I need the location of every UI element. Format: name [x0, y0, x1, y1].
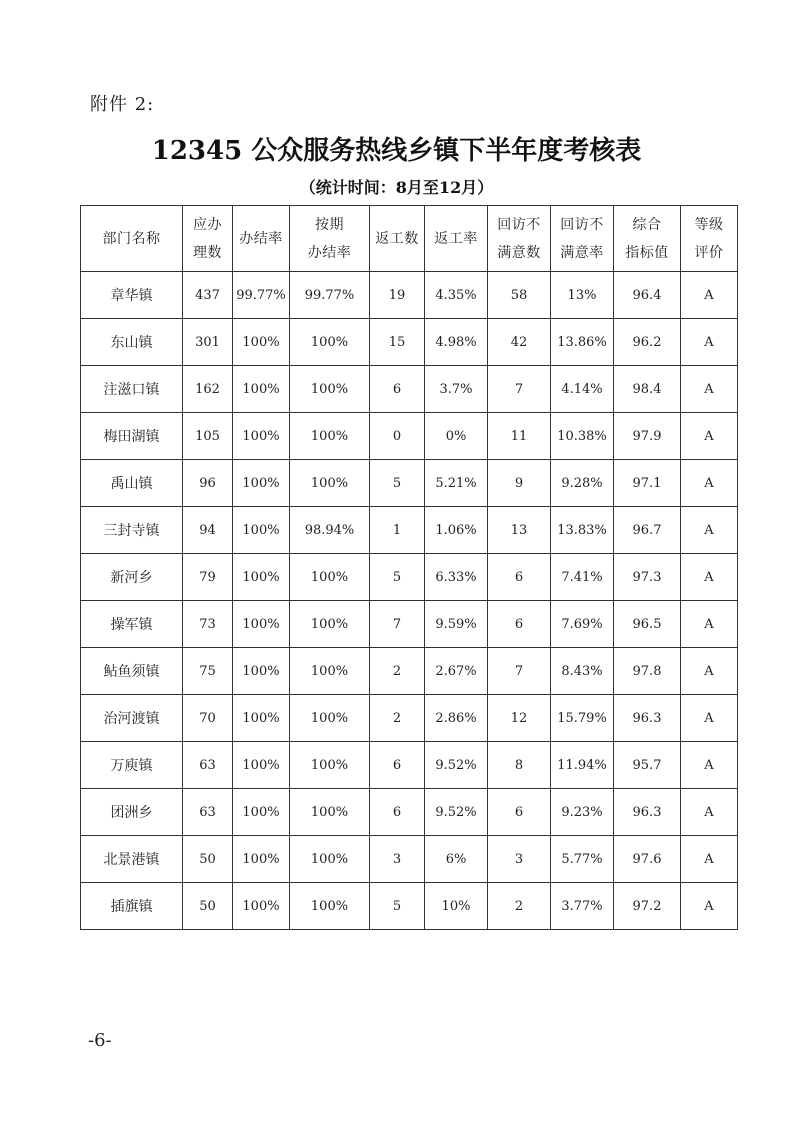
dissatisfied-rate-cell: 15.79%: [551, 695, 614, 742]
completion-rate-cell: 100%: [233, 507, 290, 554]
ontime-rate-cell: 100%: [290, 413, 370, 460]
composite-index-cell: 96.3: [614, 789, 681, 836]
cases-due-cell: 63: [183, 789, 233, 836]
grade-cell: A: [681, 695, 738, 742]
rework-rate-cell: 5.21%: [425, 460, 488, 507]
completion-rate-cell: 100%: [233, 836, 290, 883]
table-row: [81, 648, 738, 695]
grade-cell: A: [681, 883, 738, 930]
rework-count-cell: 2: [370, 648, 425, 695]
statistics-period: （统计时间：8月至12月）: [299, 178, 494, 197]
ontime-rate-cell: 99.77%: [290, 272, 370, 319]
attachment-label: 附件 2:: [90, 94, 155, 115]
page-number: -6-: [88, 1030, 112, 1051]
rework-count-cell: 19: [370, 272, 425, 319]
completion-rate-cell: 100%: [233, 413, 290, 460]
rework-rate-cell: 4.98%: [425, 319, 488, 366]
dissatisfied-count-cell: 13: [488, 507, 551, 554]
dept-name-cell: 新河乡: [81, 554, 183, 601]
rework-rate-cell: 2.67%: [425, 648, 488, 695]
completion-rate-cell: 100%: [233, 695, 290, 742]
composite-index-cell: 96.5: [614, 601, 681, 648]
rework-count-cell: 3: [370, 836, 425, 883]
rework-rate-cell: 9.52%: [425, 789, 488, 836]
table-row: [81, 366, 738, 413]
dissatisfied-count-cell: 2: [488, 883, 551, 930]
grade-cell: A: [681, 554, 738, 601]
cases-due-cell: 73: [183, 601, 233, 648]
grade-cell: A: [681, 413, 738, 460]
table-header-row: [81, 206, 738, 272]
completion-rate-cell: 100%: [233, 883, 290, 930]
completion-rate-cell: 100%: [233, 742, 290, 789]
composite-index-cell: 98.4: [614, 366, 681, 413]
grade-cell: A: [681, 507, 738, 554]
table-row: [81, 742, 738, 789]
dissatisfied-count-cell: 8: [488, 742, 551, 789]
rework-count-cell: 5: [370, 554, 425, 601]
assessment-table: [80, 205, 738, 930]
rework-count-cell: 6: [370, 789, 425, 836]
header-dissatisfied-rate: 回访不 满意率: [551, 206, 614, 272]
cases-due-cell: 75: [183, 648, 233, 695]
table-row: [81, 695, 738, 742]
completion-rate-cell: 100%: [233, 319, 290, 366]
dept-name-cell: 梅田湖镇: [81, 413, 183, 460]
completion-rate-cell: 100%: [233, 460, 290, 507]
dissatisfied-rate-cell: 11.94%: [551, 742, 614, 789]
dissatisfied-rate-cell: 9.28%: [551, 460, 614, 507]
dept-name-cell: 章华镇: [81, 272, 183, 319]
dissatisfied-count-cell: 9: [488, 460, 551, 507]
table-row: [81, 883, 738, 930]
dissatisfied-rate-cell: 8.43%: [551, 648, 614, 695]
grade-cell: A: [681, 648, 738, 695]
header-completion-rate: 办结率: [233, 206, 290, 272]
composite-index-cell: 97.3: [614, 554, 681, 601]
composite-index-cell: 97.2: [614, 883, 681, 930]
table-row: [81, 507, 738, 554]
header-dissatisfied-count: 回访不 满意数: [488, 206, 551, 272]
header-ontime-completion-rate: 按期 办结率: [290, 206, 370, 272]
composite-index-cell: 96.7: [614, 507, 681, 554]
dept-name-cell: 禹山镇: [81, 460, 183, 507]
grade-cell: A: [681, 272, 738, 319]
rework-count-cell: 1: [370, 507, 425, 554]
dissatisfied-rate-cell: 13.83%: [551, 507, 614, 554]
table-row: [81, 460, 738, 507]
dept-name-cell: 北景港镇: [81, 836, 183, 883]
dept-name-cell: 治河渡镇: [81, 695, 183, 742]
dissatisfied-count-cell: 12: [488, 695, 551, 742]
dissatisfied-count-cell: 42: [488, 319, 551, 366]
rework-rate-cell: 6%: [425, 836, 488, 883]
cases-due-cell: 437: [183, 272, 233, 319]
ontime-rate-cell: 100%: [290, 789, 370, 836]
table-body: [81, 272, 738, 930]
dept-name-cell: 鲇鱼须镇: [81, 648, 183, 695]
dissatisfied-rate-cell: 3.77%: [551, 883, 614, 930]
dept-name-cell: 插旗镇: [81, 883, 183, 930]
dissatisfied-count-cell: 11: [488, 413, 551, 460]
dissatisfied-count-cell: 6: [488, 601, 551, 648]
completion-rate-cell: 100%: [233, 601, 290, 648]
rework-count-cell: 5: [370, 460, 425, 507]
rework-rate-cell: 3.7%: [425, 366, 488, 413]
rework-count-cell: 2: [370, 695, 425, 742]
completion-rate-cell: 100%: [233, 554, 290, 601]
table-row: [81, 836, 738, 883]
completion-rate-cell: 100%: [233, 789, 290, 836]
dissatisfied-count-cell: 6: [488, 554, 551, 601]
dept-name-cell: 注滋口镇: [81, 366, 183, 413]
composite-index-cell: 96.2: [614, 319, 681, 366]
dissatisfied-rate-cell: 7.69%: [551, 601, 614, 648]
rework-count-cell: 15: [370, 319, 425, 366]
composite-index-cell: 97.1: [614, 460, 681, 507]
ontime-rate-cell: 100%: [290, 742, 370, 789]
grade-cell: A: [681, 789, 738, 836]
header-grade: 等级 评价: [681, 206, 738, 272]
rework-count-cell: 7: [370, 601, 425, 648]
table-row: [81, 554, 738, 601]
composite-index-cell: 96.3: [614, 695, 681, 742]
header-cases-due: 应办 理数: [183, 206, 233, 272]
cases-due-cell: 50: [183, 883, 233, 930]
cases-due-cell: 105: [183, 413, 233, 460]
cases-due-cell: 301: [183, 319, 233, 366]
dissatisfied-rate-cell: 4.14%: [551, 366, 614, 413]
rework-rate-cell: 2.86%: [425, 695, 488, 742]
grade-cell: A: [681, 460, 738, 507]
table-row: [81, 319, 738, 366]
table-row: [81, 413, 738, 460]
dept-name-cell: 团洲乡: [81, 789, 183, 836]
rework-rate-cell: 9.59%: [425, 601, 488, 648]
dissatisfied-rate-cell: 5.77%: [551, 836, 614, 883]
composite-index-cell: 97.9: [614, 413, 681, 460]
header-rework-rate: 返工率: [425, 206, 488, 272]
cases-due-cell: 96: [183, 460, 233, 507]
grade-cell: A: [681, 319, 738, 366]
dissatisfied-count-cell: 7: [488, 366, 551, 413]
dept-name-cell: 操军镇: [81, 601, 183, 648]
rework-rate-cell: 4.35%: [425, 272, 488, 319]
rework-rate-cell: 0%: [425, 413, 488, 460]
ontime-rate-cell: 100%: [290, 601, 370, 648]
document-title: 12345 公众服务热线乡镇下半年度考核表: [151, 136, 642, 166]
dissatisfied-rate-cell: 7.41%: [551, 554, 614, 601]
rework-count-cell: 6: [370, 366, 425, 413]
dept-name-cell: 东山镇: [81, 319, 183, 366]
grade-cell: A: [681, 742, 738, 789]
composite-index-cell: 97.6: [614, 836, 681, 883]
rework-count-cell: 0: [370, 413, 425, 460]
rework-rate-cell: 1.06%: [425, 507, 488, 554]
grade-cell: A: [681, 836, 738, 883]
rework-rate-cell: 9.52%: [425, 742, 488, 789]
dissatisfied-rate-cell: 10.38%: [551, 413, 614, 460]
dissatisfied-rate-cell: 9.23%: [551, 789, 614, 836]
dissatisfied-count-cell: 58: [488, 272, 551, 319]
ontime-rate-cell: 100%: [290, 319, 370, 366]
cases-due-cell: 63: [183, 742, 233, 789]
header-composite-index: 综合 指标值: [614, 206, 681, 272]
grade-cell: A: [681, 366, 738, 413]
rework-count-cell: 5: [370, 883, 425, 930]
ontime-rate-cell: 100%: [290, 883, 370, 930]
cases-due-cell: 94: [183, 507, 233, 554]
ontime-rate-cell: 100%: [290, 554, 370, 601]
composite-index-cell: 97.8: [614, 648, 681, 695]
cases-due-cell: 50: [183, 836, 233, 883]
ontime-rate-cell: 98.94%: [290, 507, 370, 554]
dissatisfied-rate-cell: 13%: [551, 272, 614, 319]
dissatisfied-count-cell: 3: [488, 836, 551, 883]
ontime-rate-cell: 100%: [290, 695, 370, 742]
completion-rate-cell: 99.77%: [233, 272, 290, 319]
grade-cell: A: [681, 601, 738, 648]
ontime-rate-cell: 100%: [290, 836, 370, 883]
table-row: [81, 272, 738, 319]
ontime-rate-cell: 100%: [290, 648, 370, 695]
composite-index-cell: 96.4: [614, 272, 681, 319]
cases-due-cell: 162: [183, 366, 233, 413]
rework-count-cell: 6: [370, 742, 425, 789]
cases-due-cell: 70: [183, 695, 233, 742]
ontime-rate-cell: 100%: [290, 366, 370, 413]
ontime-rate-cell: 100%: [290, 460, 370, 507]
header-dept-name: 部门名称: [81, 206, 183, 272]
dissatisfied-count-cell: 6: [488, 789, 551, 836]
dept-name-cell: 三封寺镇: [81, 507, 183, 554]
completion-rate-cell: 100%: [233, 366, 290, 413]
dissatisfied-rate-cell: 13.86%: [551, 319, 614, 366]
rework-rate-cell: 6.33%: [425, 554, 488, 601]
header-rework-count: 返工数: [370, 206, 425, 272]
completion-rate-cell: 100%: [233, 648, 290, 695]
composite-index-cell: 95.7: [614, 742, 681, 789]
table-row: [81, 789, 738, 836]
table-row: [81, 601, 738, 648]
cases-due-cell: 79: [183, 554, 233, 601]
dept-name-cell: 万庾镇: [81, 742, 183, 789]
rework-rate-cell: 10%: [425, 883, 488, 930]
dissatisfied-count-cell: 7: [488, 648, 551, 695]
